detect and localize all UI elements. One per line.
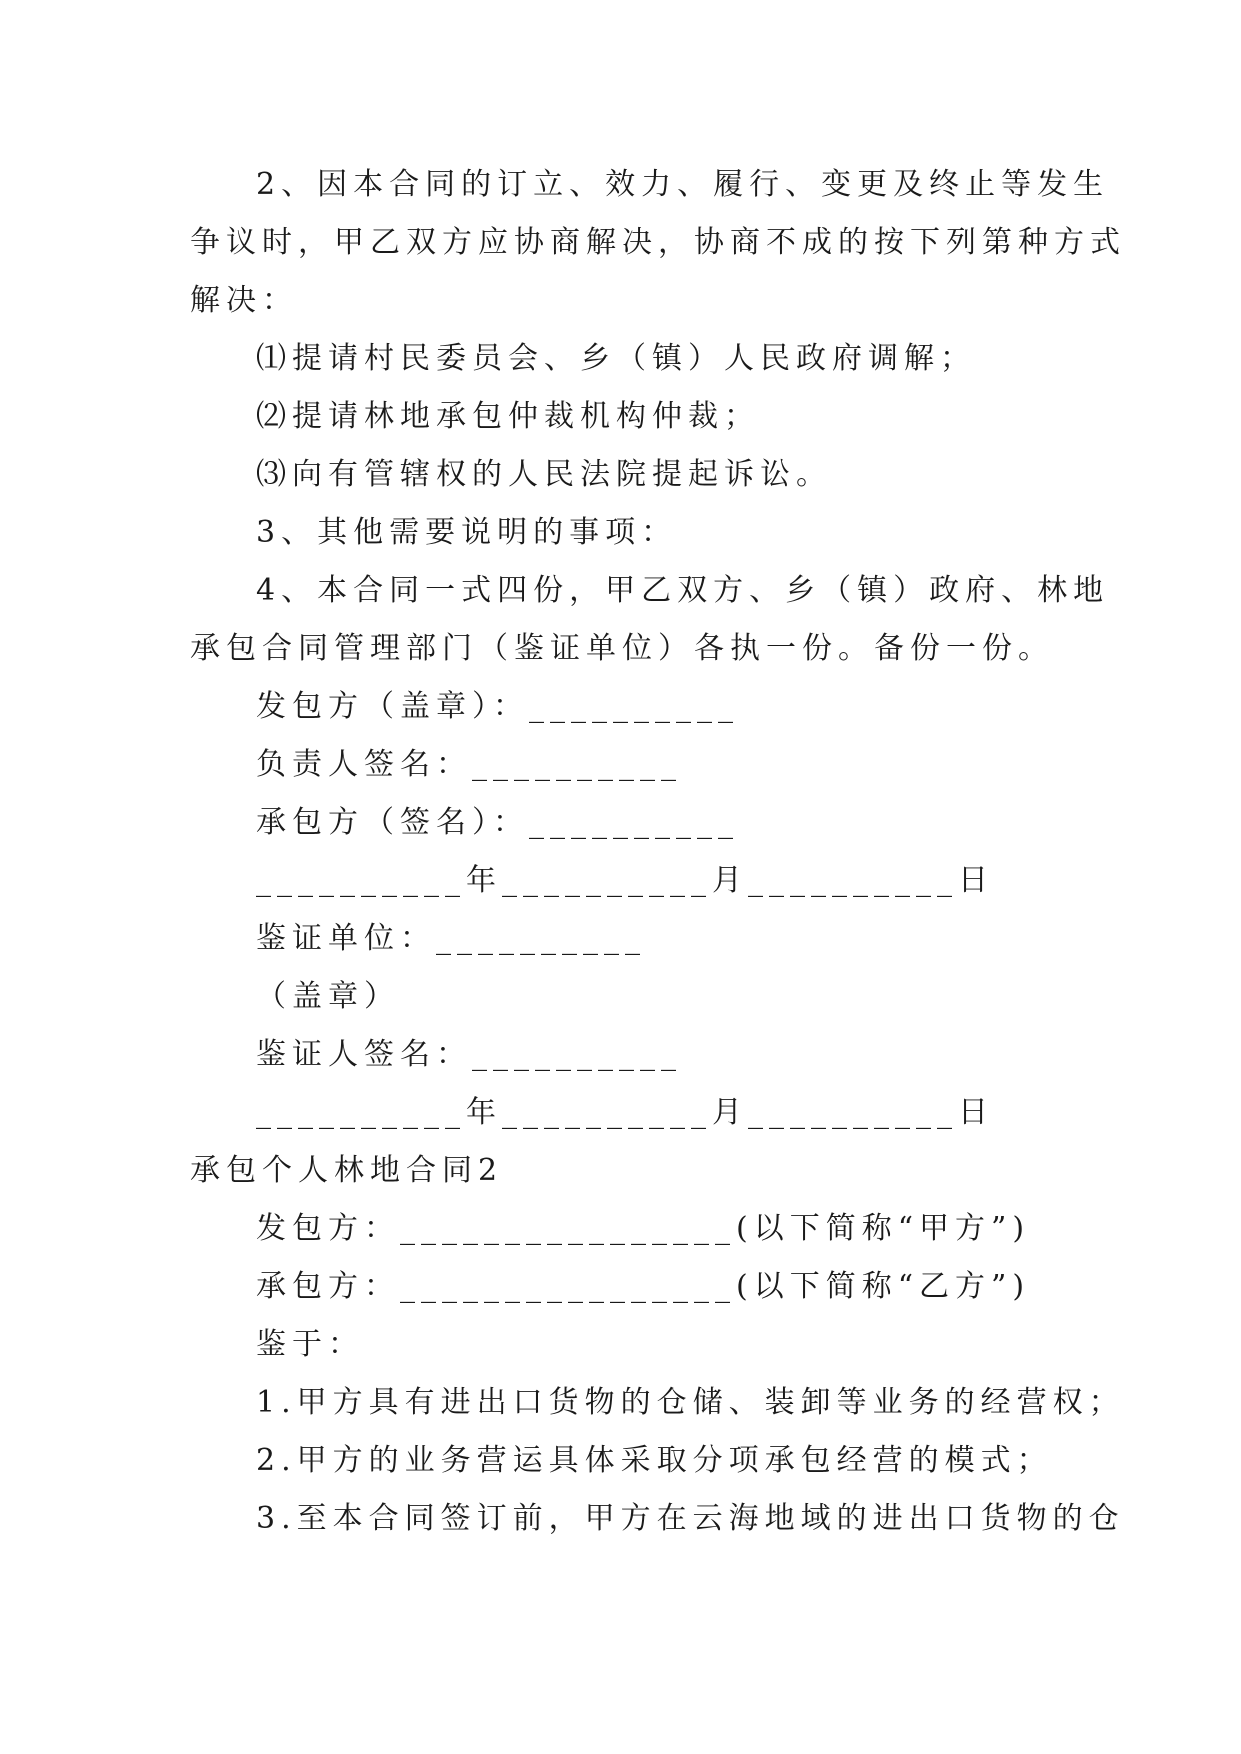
party-field: 发包方：________________(以下简称“甲方”) — [256, 1211, 1031, 1246]
list-item: 1.甲方具有进出口货物的仓储、装卸等业务的经营权； — [256, 1385, 1125, 1420]
list-item: 3.至本合同签订前，甲方在云海地域的进出口货物的仓 — [256, 1501, 1125, 1536]
signature-field: 承包方（签名）：__________ — [256, 805, 739, 840]
list-item: ⑶向有管辖权的人民法院提起诉讼。 — [256, 457, 832, 492]
paragraph-line: 鉴于： — [256, 1327, 364, 1362]
paragraph-line: 解决： — [190, 283, 298, 318]
date-field: __________年__________月__________日 — [256, 863, 994, 898]
seal-note: （盖章） — [256, 979, 400, 1014]
paragraph-line: 4、本合同一式四份，甲乙双方、乡（镇）政府、林地 — [256, 573, 1110, 608]
signature-field: 鉴证人签名：__________ — [256, 1037, 682, 1072]
list-item: 2.甲方的业务营运具体采取分项承包经营的模式； — [256, 1443, 1053, 1478]
party-field: 承包方：________________(以下简称“乙方”) — [256, 1269, 1031, 1304]
paragraph-line: 3、其他需要说明的事项： — [256, 515, 678, 550]
paragraph-line: 承包合同管理部门（鉴证单位）各执一份。备份一份。 — [190, 631, 1054, 666]
list-item: ⑵提请林地承包仲裁机构仲裁； — [256, 399, 760, 434]
date-field: __________年__________月__________日 — [256, 1095, 994, 1130]
signature-field: 鉴证单位：__________ — [256, 921, 646, 956]
section-title: 承包个人林地合同2 — [190, 1153, 504, 1188]
paragraph-line: 2、因本合同的订立、效力、履行、变更及终止等发生 — [256, 167, 1110, 202]
paragraph-line: 争议时，甲乙双方应协商解决，协商不成的按下列第种方式 — [190, 225, 1126, 260]
list-item: ⑴提请村民委员会、乡（镇）人民政府调解； — [256, 341, 976, 376]
signature-field: 发包方（盖章）：__________ — [256, 689, 739, 724]
signature-field: 负责人签名：__________ — [256, 747, 682, 782]
